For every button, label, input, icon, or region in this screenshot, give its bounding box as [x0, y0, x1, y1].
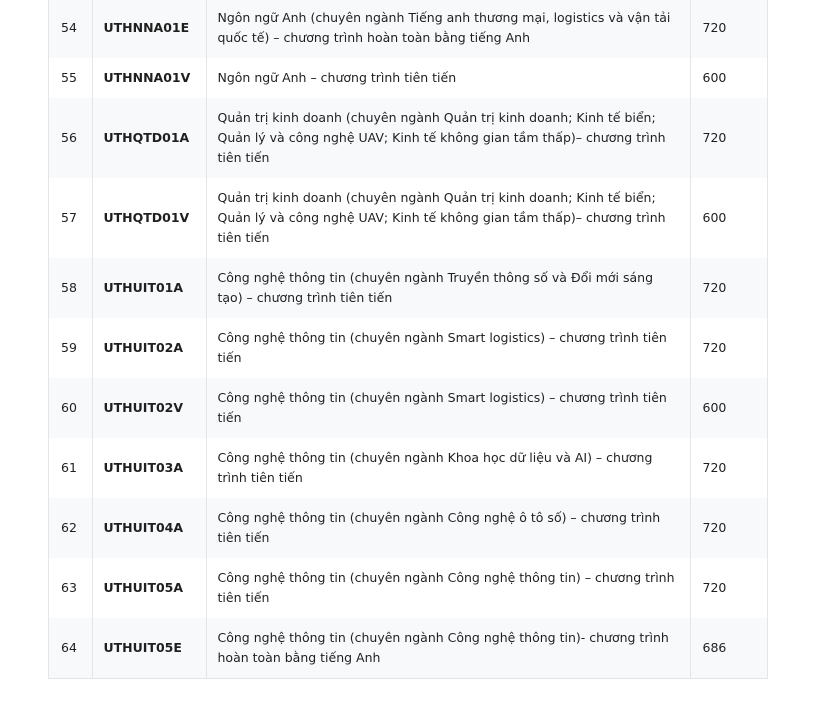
- row-number: 61: [61, 460, 77, 475]
- program-name: Công nghệ thông tin (chuyên ngành Smart logistics) – chương trình tiên tiến: [206, 318, 690, 378]
- program-name: Quản trị kinh doanh (chuyên ngành Quản trị kinh doanh; Kinh tế biển; Quản lý và công nghệ UAV; Kinh tế không gian tầm thấp)– chương trình tiên tiến: [206, 98, 690, 178]
- row-number: 59: [61, 340, 77, 355]
- table-row: [49, 178, 767, 258]
- table-row: [49, 498, 767, 558]
- program-name: Ngôn ngữ Anh (chuyên ngành Tiếng anh thương mại, logistics và vận tải quốc tế) – chương trình hoàn toàn bằng tiếng Anh: [206, 0, 690, 58]
- program-score: 720: [702, 340, 727, 355]
- table-row: [49, 618, 767, 678]
- table-row: [49, 98, 767, 178]
- program-score: 600: [702, 210, 727, 225]
- program-name: Ngôn ngữ Anh – chương trình tiên tiến: [206, 58, 690, 98]
- table-row: [49, 0, 767, 58]
- table-row: [49, 318, 767, 378]
- row-number: 63: [61, 580, 77, 595]
- table-row: [49, 58, 767, 98]
- program-code: UTHUIT02A: [92, 318, 206, 378]
- row-number: 57: [61, 210, 77, 225]
- table-row: [49, 258, 767, 318]
- admission-table-container: [48, 0, 768, 679]
- program-score: 686: [702, 640, 727, 655]
- table-row: [49, 438, 767, 498]
- program-name: Quản trị kinh doanh (chuyên ngành Quản trị kinh doanh; Kinh tế biển; Quản lý và công nghệ UAV; Kinh tế không gian tầm thấp)– chương trình tiên tiến: [206, 178, 690, 258]
- program-code: UTHQTD01A: [92, 98, 206, 178]
- program-code: UTHUIT02V: [92, 378, 206, 438]
- program-score: 600: [702, 70, 727, 85]
- program-score: 720: [702, 20, 727, 35]
- program-name: Công nghệ thông tin (chuyên ngành Truyền thông số và Đổi mới sáng tạo) – chương trình tiên tiến: [206, 258, 690, 318]
- program-score: 720: [702, 280, 727, 295]
- admission-table: [49, 0, 767, 678]
- row-number: 55: [61, 70, 77, 85]
- program-name: Công nghệ thông tin (chuyên ngành Khoa học dữ liệu và AI) – chương trình tiên tiến: [206, 438, 690, 498]
- program-name: Công nghệ thông tin (chuyên ngành Công nghệ thông tin)- chương trình hoàn toàn bằng tiếng Anh: [206, 618, 690, 678]
- program-name: Công nghệ thông tin (chuyên ngành Công nghệ ô tô số) – chương trình tiên tiến: [206, 498, 690, 558]
- program-code: UTHUIT03A: [92, 438, 206, 498]
- program-name: Công nghệ thông tin (chuyên ngành Công nghệ thông tin) – chương trình tiên tiến: [206, 558, 690, 618]
- program-score: 720: [702, 580, 727, 595]
- program-score: 720: [702, 130, 727, 145]
- program-code: UTHUIT04A: [92, 498, 206, 558]
- row-number: 54: [61, 20, 77, 35]
- table-row: [49, 558, 767, 618]
- row-number: 58: [61, 280, 77, 295]
- program-score: 600: [702, 400, 727, 415]
- program-score: 720: [702, 460, 727, 475]
- program-code: UTHNNA01E: [92, 0, 206, 58]
- program-code: UTHNNA01V: [92, 58, 206, 98]
- table-row: [49, 378, 767, 438]
- row-number: 56: [61, 130, 77, 145]
- program-code: UTHQTD01V: [92, 178, 206, 258]
- program-code: UTHUIT05E: [92, 618, 206, 678]
- program-code: UTHUIT05A: [92, 558, 206, 618]
- program-code: UTHUIT01A: [92, 258, 206, 318]
- row-number: 60: [61, 400, 77, 415]
- row-number: 62: [61, 520, 77, 535]
- row-number: 64: [61, 640, 77, 655]
- program-name: Công nghệ thông tin (chuyên ngành Smart logistics) – chương trình tiên tiến: [206, 378, 690, 438]
- program-score: 720: [702, 520, 727, 535]
